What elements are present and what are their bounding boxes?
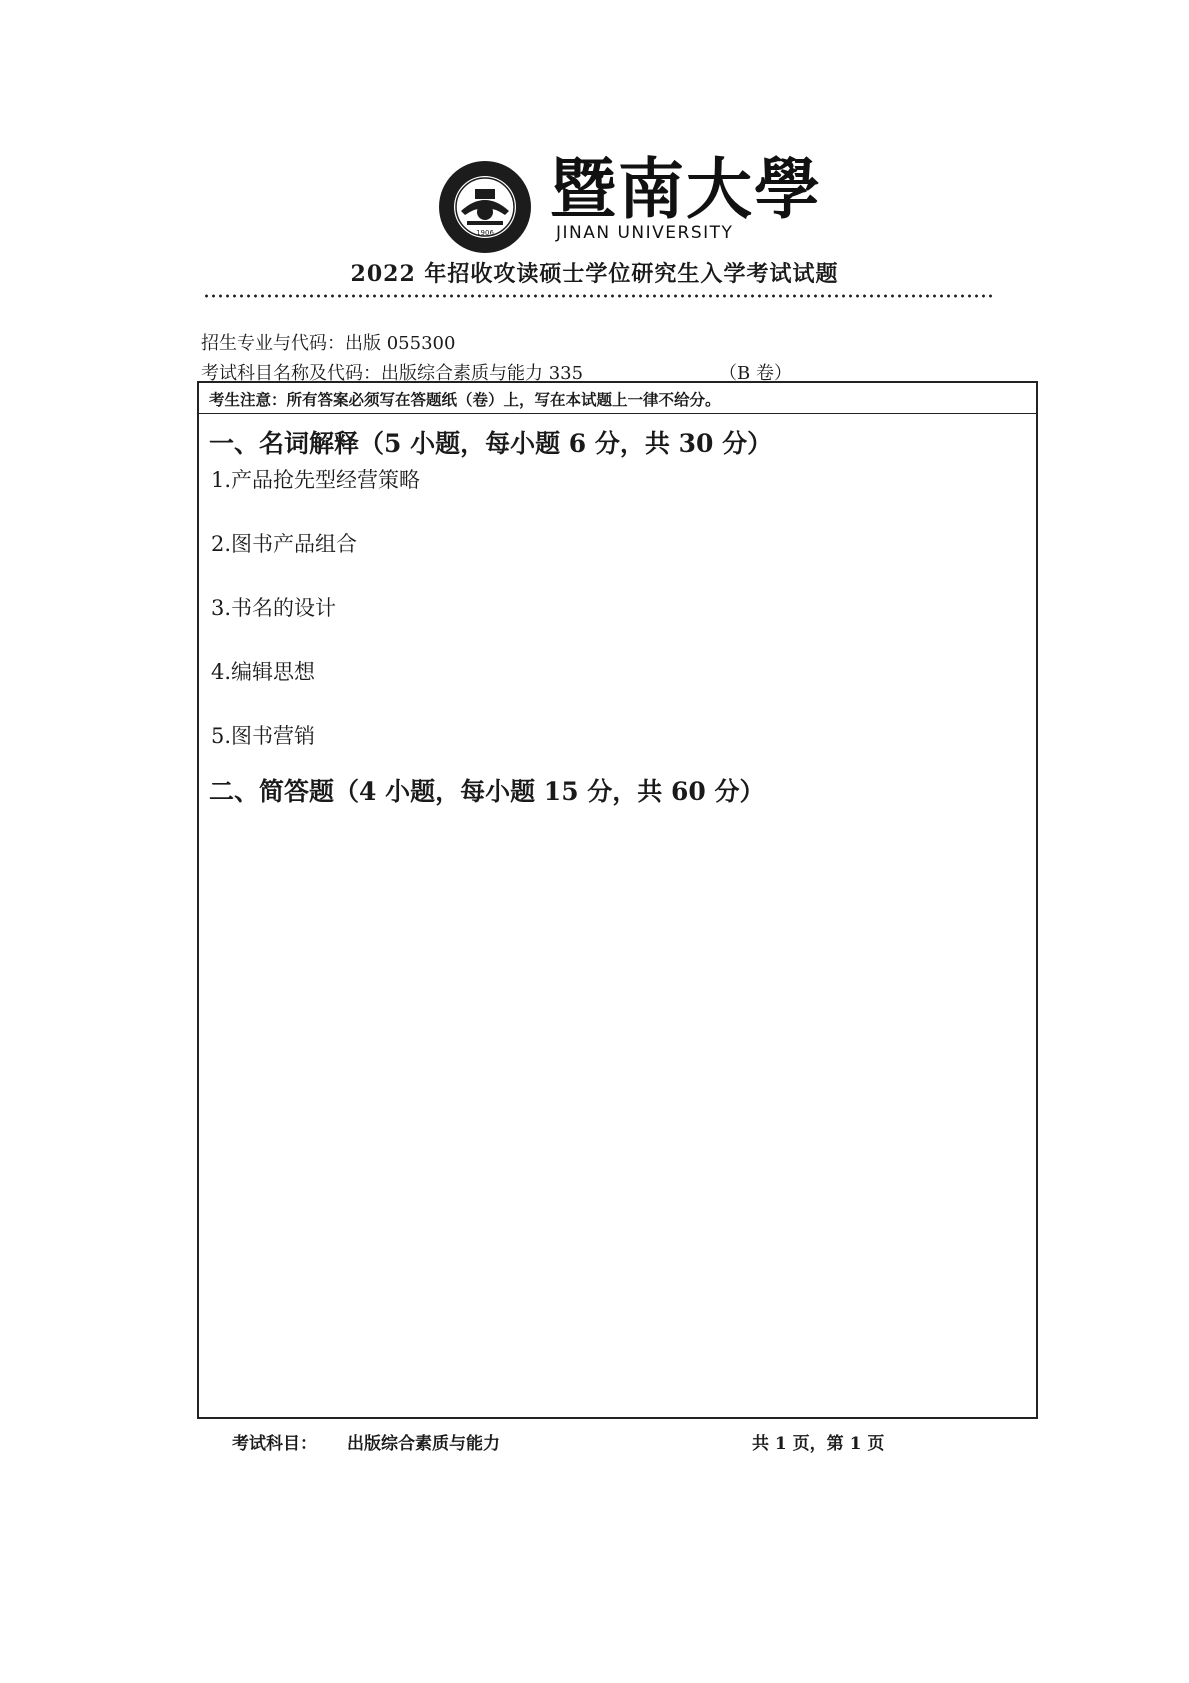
university-name-cn: 暨南大學	[550, 150, 822, 228]
footer-subject-label: 考试科目：	[232, 1434, 317, 1454]
footer-page-info: 共 1 页，第 1 页	[752, 1434, 885, 1454]
candidate-notice: 考生注意：所有答案必须写在答题纸（卷）上，写在本试题上一律不给分。	[209, 390, 721, 409]
subject-label: 考试科目名称及代码：	[201, 363, 381, 384]
question-item-5: 5.图书营销	[211, 724, 316, 748]
major-label: 招生专业与代码：	[201, 333, 345, 354]
subject-value: 出版综合素质与能力 335	[381, 363, 584, 384]
major-value: 出版 055300	[345, 333, 456, 354]
notice-row	[199, 383, 1036, 414]
paper-version: （B 卷）	[719, 363, 792, 384]
section-heading-2: 二、简答题（4 小题，每小题 15 分，共 60 分）	[209, 777, 765, 806]
svg-text:1906: 1906	[476, 229, 494, 237]
footer-subject	[232, 1429, 500, 1454]
footer-subject-value: 出版综合素质与能力	[347, 1434, 500, 1454]
major-line	[201, 329, 455, 355]
dotted-divider	[203, 293, 995, 299]
section-heading-1: 一、名词解释（5 小题，每小题 6 分，共 30 分）	[209, 429, 773, 458]
question-item-1: 1.产品抢先型经营策略	[211, 468, 421, 492]
university-seal-icon	[437, 159, 533, 255]
exam-title: 2022 年招收攻读硕士学位研究生入学考试试题	[350, 261, 839, 287]
question-item-4: 4.编辑思想	[211, 660, 316, 684]
question-frame	[197, 381, 1038, 1419]
question-item-3: 3.书名的设计	[211, 596, 337, 620]
university-name-en: JINAN UNIVERSITY	[556, 223, 734, 243]
question-item-2: 2.图书产品组合	[211, 532, 358, 556]
